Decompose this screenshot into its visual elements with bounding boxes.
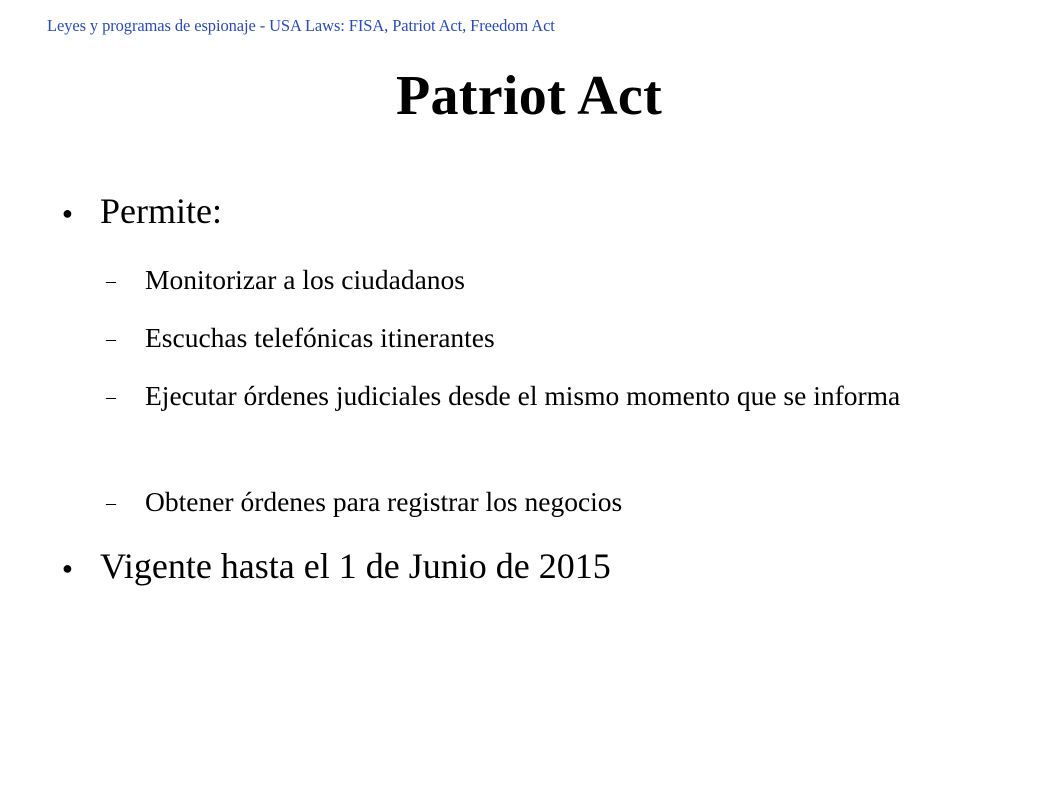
slide-title: Patriot Act xyxy=(395,65,663,127)
bullet-item-permite xyxy=(62,190,222,232)
dash-icon: – xyxy=(106,386,116,408)
header-subtitle: Leyes y programas de espionaje - USA Laws: FISA, Patriot Act, Freedom Act xyxy=(47,16,555,35)
sub-item-escuchas xyxy=(106,320,1005,356)
bullet-dot-icon: ● xyxy=(62,558,73,578)
bullet-text: Permite: xyxy=(100,191,222,231)
dash-icon: – xyxy=(106,270,116,292)
sub-item-obtener xyxy=(106,484,1005,520)
sub-item-ejecutar xyxy=(106,378,1005,414)
sub-item-text: Ejecutar órdenes judiciales desde el mismo momento que se informa xyxy=(145,380,901,411)
sub-item-text: Obtener órdenes para registrar los negocios xyxy=(145,486,623,517)
bullet-text: Vigente hasta el 1 de Junio de 2015 xyxy=(100,546,611,586)
bullet-item-vigente xyxy=(62,545,611,587)
sub-item-text: Monitorizar a los ciudadanos xyxy=(145,264,465,295)
sub-item-monitorizar xyxy=(106,262,1005,298)
sub-item-text: Escuchas telefónicas itinerantes xyxy=(145,322,495,353)
bullet-dot-icon: ● xyxy=(62,203,73,223)
dash-icon: – xyxy=(106,328,116,350)
dash-icon: – xyxy=(106,492,116,514)
